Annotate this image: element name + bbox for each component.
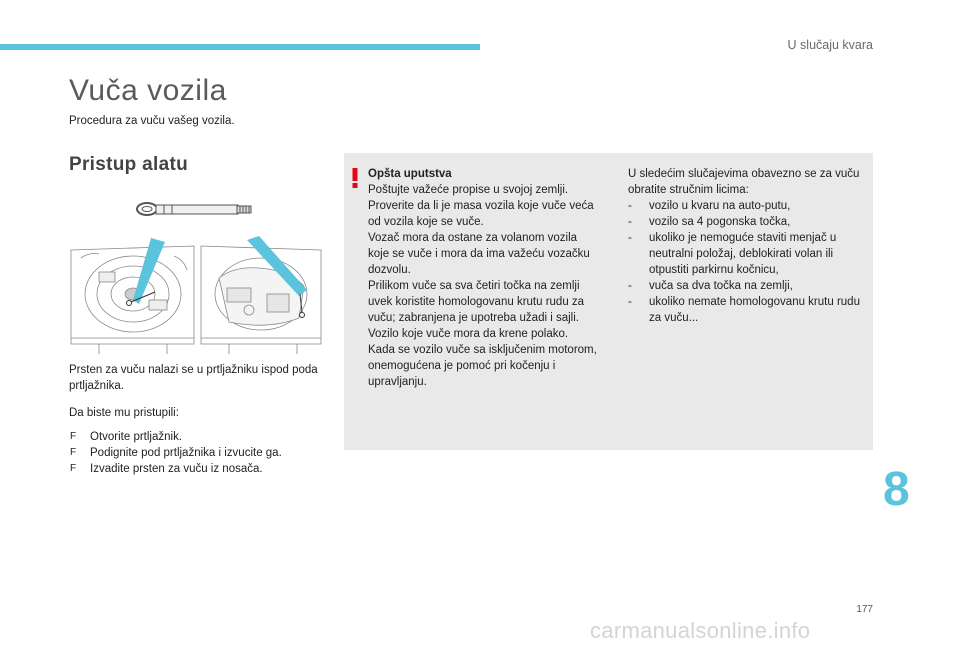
info-box-title: Opšta uputstva <box>368 168 452 180</box>
chapter-number: 8 <box>883 463 910 516</box>
list-item <box>69 461 329 477</box>
list-item <box>628 230 860 278</box>
dash-icon: - <box>628 296 632 308</box>
info-line: Prilikom vuče sa sva četiri točka na zemlji <box>368 280 580 292</box>
section-heading: Pristup alatu <box>69 154 188 175</box>
case-text: vozilo sa 4 pogonska točka, <box>649 216 791 228</box>
step-text: Podignite pod prtljažnika i izvucite ga. <box>90 447 282 459</box>
dash-icon: - <box>628 200 632 212</box>
bullet-icon: F <box>70 463 77 474</box>
info-line: vuču; zabranjena je upotreba užadi i sajli. <box>368 312 579 324</box>
page-title: Vuča vozila <box>69 74 227 107</box>
dash-icon: - <box>628 232 632 244</box>
section-label: U slučaju kvara <box>787 38 873 52</box>
info-line: upravljanju. <box>368 376 427 388</box>
step-text: Izvadite prsten za vuču iz nosača. <box>90 463 263 475</box>
info-box-intro: U sledećim slučajevima obavezno se za vuču obratite stručnim licima: <box>628 168 860 196</box>
info-line: od vozila koje se vuče. <box>368 216 484 228</box>
dash-icon: - <box>628 216 632 228</box>
info-box-column-left <box>368 166 608 390</box>
bullet-icon: F <box>70 431 77 442</box>
dash-icon: - <box>628 280 632 292</box>
case-text: ukoliko nemate homologovanu krutu rudu za vuču... <box>649 296 860 324</box>
info-box-column-right <box>628 166 860 326</box>
info-line: onemogućena je pomoć pri kočenju i <box>368 360 556 372</box>
list-item <box>628 198 860 214</box>
watermark: carmanualsonline.info <box>590 618 811 643</box>
info-line: dozvolu. <box>368 264 411 276</box>
list-item <box>628 278 860 294</box>
list-item <box>69 429 329 445</box>
page-intro: Procedura za vuču vašeg vozila. <box>69 115 235 127</box>
step-text: Otvorite prtljažnik. <box>90 431 183 443</box>
chapter-color-bar <box>0 44 480 50</box>
page-number: 177 <box>856 604 873 615</box>
steps-list <box>69 429 329 477</box>
list-item <box>69 445 329 461</box>
info-line: Vozilo koje vuče mora da krene polako. <box>368 328 569 340</box>
location-text: Prsten za vuču nalazi se u prtljažniku ispod poda prtljažnika. <box>69 364 318 392</box>
towing-eye-illustration <box>69 198 323 358</box>
info-line: uvek koristite homologovanu krutu rudu za <box>368 296 585 308</box>
info-line: Vozač mora da ostane za volanom vozila <box>368 232 578 244</box>
list-item <box>628 294 860 326</box>
case-text: ukoliko je nemoguće staviti menjač u neutralni položaj, deblokirati volan ili otpustiti parkirnu kočnicu, <box>649 232 837 276</box>
case-text: vozilo u kvaru na auto-putu, <box>649 200 791 212</box>
info-line: Kada se vozilo vuče sa isključenim motorom, <box>368 344 597 356</box>
info-line: Proverite da li je masa vozila koje vuče veća <box>368 200 594 212</box>
case-text: vuča sa dva točka na zemlji, <box>649 280 793 292</box>
bullet-icon: F <box>70 447 77 458</box>
info-line: koje se vuče i mora da ima važeću vozačku <box>368 248 590 260</box>
cases-list <box>628 198 860 326</box>
warning-icon <box>351 168 359 188</box>
info-line: Poštujte važeće propise u svojoj zemlji. <box>368 184 569 196</box>
list-item <box>628 214 860 230</box>
access-intro: Da biste mu pristupili: <box>69 407 179 419</box>
